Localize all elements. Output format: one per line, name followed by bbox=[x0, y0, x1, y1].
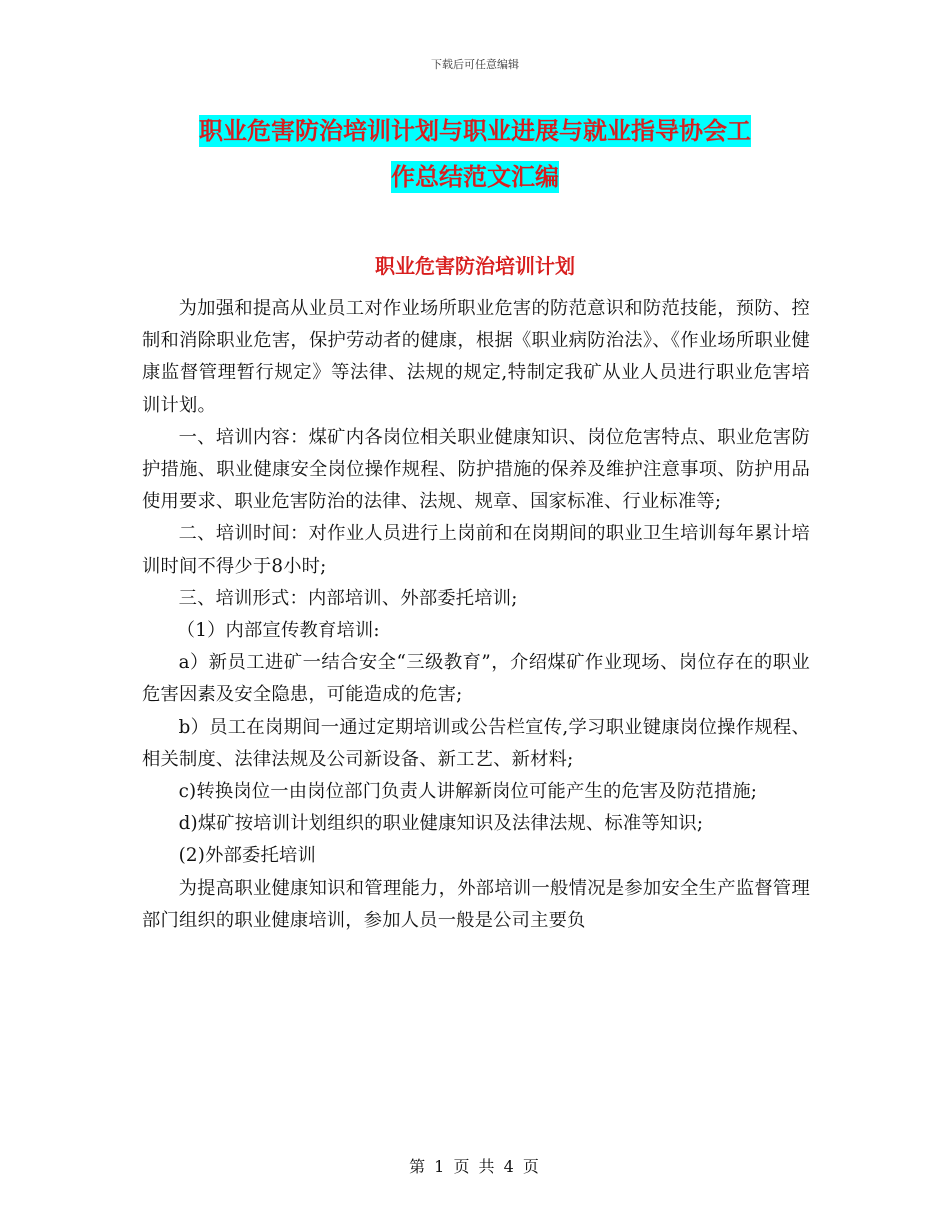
title-line-2: 作总结范文汇编 bbox=[391, 163, 559, 191]
section-title: 职业危害防治培训计划 bbox=[375, 254, 575, 278]
page-footer: 第 1 页 共 4 页 bbox=[409, 1157, 541, 1176]
paragraph-external-training: (2)外部委托培训 bbox=[178, 845, 316, 867]
title-line-1: 职业危害防治培训计划与职业进展与就业指导协会工 bbox=[199, 117, 751, 145]
paragraph-training-time: 二、培训时间：对作业人员进行上岗前和在岗期间的职业卫生培训每年累计培训时间不得少于8小时; bbox=[142, 523, 810, 577]
document-body bbox=[142, 293, 810, 937]
document-title bbox=[140, 108, 810, 200]
paragraph-internal-training: （1）内部宣传教育培训: bbox=[176, 620, 380, 642]
paragraph-item-c: c)转换岗位一由岗位部门负责人讲解新岗位可能产生的危害及防范措施; bbox=[178, 781, 758, 803]
paragraph-training-form: 三、培训形式：内部培训、外部委托培训; bbox=[178, 587, 518, 609]
paragraph-intro: 为加强和提高从业员工对作业场所职业危害的防范意识和防范技能，预防、控制和消除职业危害，保护劳动者的健康，根据《职业病防治法》、《作业场所职业健康监督管理暂行规定》等法律、法规的规定,特制定我矿从业人员进行职业危害培训计划。 bbox=[142, 298, 810, 416]
header-note: 下载后可任意编辑 bbox=[431, 58, 519, 71]
paragraph-item-a: a）新员工进矿一结合安全“三级教育”，介绍煤矿作业现场、岗位存在的职业危害因素及安全隐患，可能造成的危害; bbox=[142, 652, 810, 706]
paragraph-training-content: 一、培训内容：煤矿内各岗位相关职业健康知识、岗位危害特点、职业危害防护措施、职业健康安全岗位操作规程、防护措施的保养及维护注意事项、防护用品使用要求、职业危害防治的法律、法规、规章、国家标准、行业标准等; bbox=[142, 426, 810, 513]
paragraph-item-b: b）员工在岗期间一通过定期培训或公告栏宣传,学习职业键康岗位操作规程、相关制度、法律法规及公司新设备、新工艺、新材料; bbox=[142, 716, 810, 770]
paragraph-external-detail: 为提高职业健康知识和管理能力，外部培训一般情况是参加安全生产监督管理部门组织的职业健康培训，参加人员一般是公司主要负 bbox=[142, 877, 810, 931]
paragraph-item-d: d)煤矿按培训计划组织的职业健康知识及法律法规、标准等知识; bbox=[178, 813, 704, 835]
